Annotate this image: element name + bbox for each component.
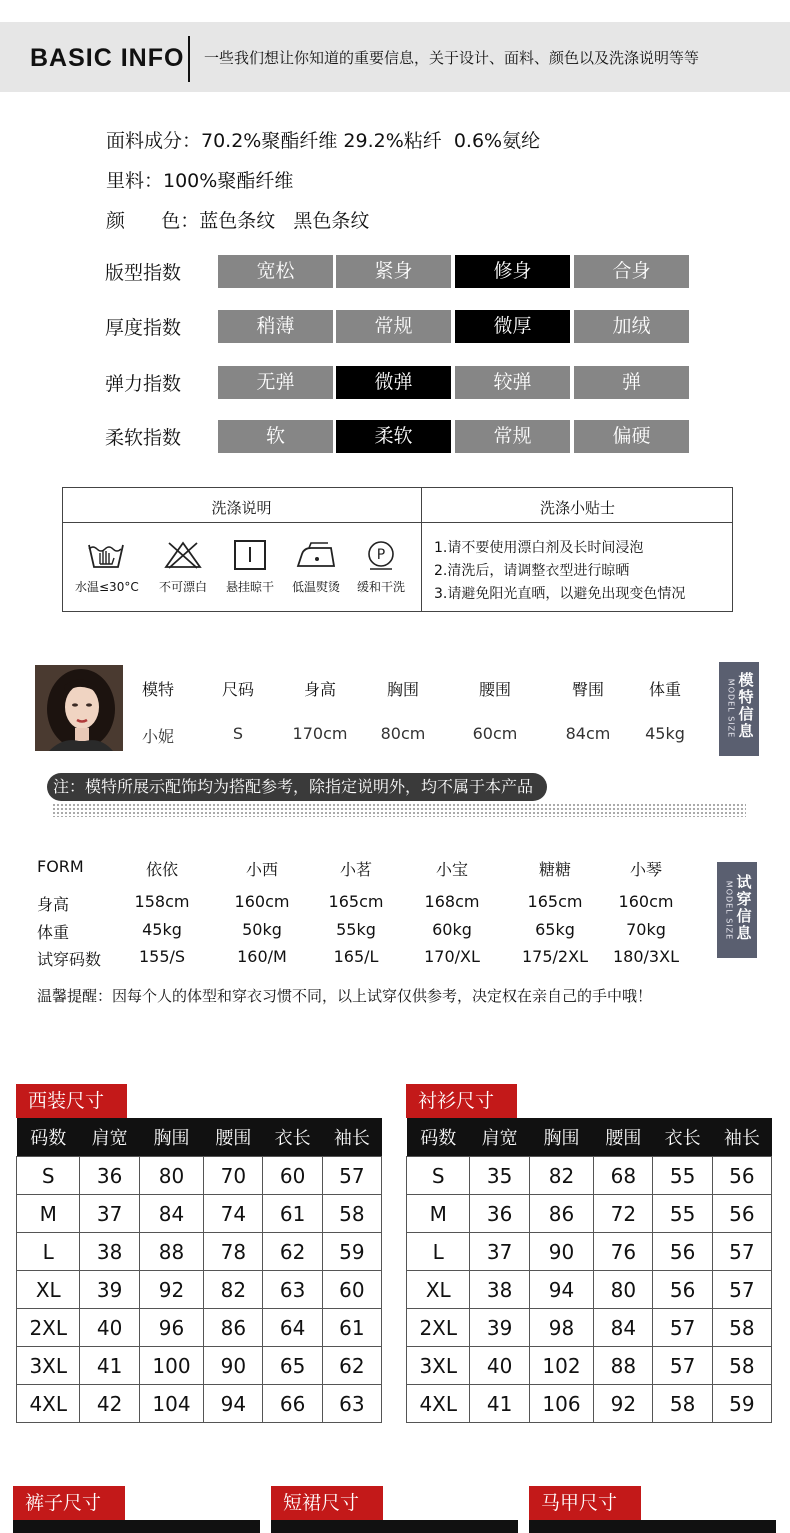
header-subtitle: 一些我们想让你知道的重要信息，关于设计、面料、颜色以及洗涤说明等等 [204,49,700,67]
tryon-value-cell: 45kg [142,920,182,939]
size-table-row [407,1157,772,1195]
size-table-cell: 102 [529,1347,593,1385]
model-header-cell: 模特 [141,680,174,699]
tryon-info-tag [717,862,757,958]
size-table-cell: 92 [594,1385,653,1423]
size-table-cell: 88 [139,1233,203,1271]
size-table-row [407,1309,772,1347]
size-table-header-cell: 腰围 [594,1118,653,1157]
size-table-header-cell: 袖长 [322,1118,381,1157]
model-value-cell: 84cm [565,724,611,743]
size-table-cell: 90 [204,1347,263,1385]
tryon-reminder: 温馨提醒：因每个人的体型和穿衣习惯不同，以上试穿仅供参考，决定权在亲自己的手中哦！ [37,987,653,1005]
model-value-cell: 小妮 [141,727,174,746]
index-option: 弹 [574,366,689,399]
index-label: 柔软指数 [105,427,182,449]
size-table-row [17,1233,382,1271]
svg-text:P: P [376,547,386,563]
tryon-header-cell: 小琴 [629,860,662,879]
model-photo [35,665,123,751]
tryon-value-cell: 165cm [527,892,583,911]
size-table-cell: 68 [594,1157,653,1195]
model-header-cell: 胸围 [386,680,419,699]
model-tag-en: MODEL SIZE [726,678,736,739]
fabric-composition: 面料成分：70.2%聚酯纤维 29.2%粘纤 0.6%氨纶 [106,130,541,152]
size-table-row [17,1157,382,1195]
tryon-value-cell: 50kg [242,920,282,939]
size-table-row [17,1385,382,1423]
pants-size-title: 裤子尺寸 [13,1486,125,1520]
size-table-cell: 58 [712,1347,771,1385]
no-bleach-icon [163,540,203,570]
index-option-selected: 修身 [455,255,570,288]
tryon-value-cell: 168cm [424,892,480,911]
size-table-cell: 40 [470,1347,529,1385]
index-option-selected: 柔软 [336,420,451,453]
size-table-cell: 90 [529,1233,593,1271]
size-table-cell: 38 [470,1271,529,1309]
index-label: 弹力指数 [105,373,182,395]
size-table-header-cell: 码数 [407,1118,470,1157]
size-table-cell: 37 [80,1195,139,1233]
size-table-cell: 88 [594,1347,653,1385]
size-table-cell: 98 [529,1309,593,1347]
model-header-cell: 腰围 [478,680,511,699]
size-table-cell: 57 [712,1233,771,1271]
care-item [75,540,137,595]
vest-size-title: 马甲尺寸 [529,1486,641,1520]
size-table-cell: 55 [653,1195,712,1233]
size-table-cell: 92 [139,1271,203,1309]
size-table-cell: L [407,1233,470,1271]
size-table-header-cell: 肩宽 [470,1118,529,1157]
size-table-cell: 39 [80,1271,139,1309]
size-table-cell: 62 [263,1233,322,1271]
care-label: 悬挂晾干 [225,580,274,594]
size-table-cell: 94 [529,1271,593,1309]
tryon-value-cell: 160cm [234,892,290,911]
suit-size-table [16,1118,382,1423]
wash-title: 洗涤说明 [211,499,272,517]
size-table-cell: 36 [470,1195,529,1233]
size-table-cell: 57 [653,1347,712,1385]
care-label: 低温熨烫 [291,580,340,594]
tryon-header-cell: 糖糖 [538,860,571,879]
size-table-cell: 72 [594,1195,653,1233]
size-table-cell: 3XL [17,1347,80,1385]
index-option: 常规 [455,420,570,453]
size-table-cell: 80 [139,1157,203,1195]
tryon-value-cell: 158cm [134,892,190,911]
size-table-cell: 64 [263,1309,322,1347]
size-table-cell: 58 [712,1309,771,1347]
size-table-cell: 41 [470,1385,529,1423]
size-table-cell: 86 [204,1309,263,1347]
size-table-cell: 82 [529,1157,593,1195]
size-table-row [407,1233,772,1271]
size-table-row [407,1385,772,1423]
index-option: 常规 [336,310,451,343]
size-table-cell: 56 [712,1157,771,1195]
model-value-cell: S [232,724,244,743]
tryon-row-label: 身高 [37,895,70,914]
size-table-cell: S [17,1157,80,1195]
index-option: 软 [218,420,333,453]
model-tag-cn: 模特信息 [738,671,754,740]
size-table-header-cell: 袖长 [712,1118,771,1157]
size-table-cell: 57 [712,1271,771,1309]
size-table-cell: 56 [653,1271,712,1309]
size-table-cell: 42 [80,1385,139,1423]
index-option: 合身 [574,255,689,288]
tryon-value-cell: 170/XL [424,947,480,966]
index-option: 偏硬 [574,420,689,453]
size-table-cell: 56 [712,1195,771,1233]
size-table-row [407,1347,772,1385]
size-table-cell: 78 [204,1233,263,1271]
dry-clean-icon [361,540,401,570]
skirt-size-title: 短裙尺寸 [271,1486,383,1520]
care-label: 不可漂白 [158,580,207,594]
size-table-cell: 36 [80,1157,139,1195]
size-table-cell: 74 [204,1195,263,1233]
wash-tips-title: 洗涤小贴士 [539,499,615,517]
size-table-cell: 80 [594,1271,653,1309]
header-title: BASIC INFO [30,44,185,72]
tryon-header-cell: 小西 [245,860,278,879]
size-table-header-cell: 胸围 [529,1118,593,1157]
tryon-value-cell: 175/2XL [522,947,588,966]
size-table-cell: 59 [712,1385,771,1423]
size-table-cell: 57 [322,1157,381,1195]
fabric-color: 颜 色：蓝色条纹 黑色条纹 [106,210,370,232]
size-table-header-row [17,1118,382,1157]
tryon-header-cell: 小宝 [435,860,468,879]
size-table-cell: 100 [139,1347,203,1385]
skirt-size-table-header [271,1520,518,1533]
tryon-header-cell: FORM [37,857,84,876]
model-value-cell: 60cm [472,724,518,743]
size-table-header-cell: 胸围 [139,1118,203,1157]
wash-divider-horizontal [62,522,733,523]
size-table-cell: XL [17,1271,80,1309]
index-option: 宽松 [218,255,333,288]
tryon-value-cell: 60kg [432,920,472,939]
suit-size-title: 西装尺寸 [16,1084,127,1118]
model-value-cell: 170cm [292,724,348,743]
size-table-cell: 82 [204,1271,263,1309]
wash-tip: 3.请避免阳光直晒，以避免出现变色情况 [434,586,686,602]
size-table-row [407,1195,772,1233]
tryon-row-label: 体重 [37,923,70,942]
hand-wash-icon [86,540,126,570]
header-divider [188,36,190,82]
care-label: 水温≤30°C [75,580,139,594]
model-value-cell: 80cm [380,724,426,743]
shirt-size-table [406,1118,772,1423]
size-table-cell: 39 [470,1309,529,1347]
size-table-cell: XL [407,1271,470,1309]
fabric-lining: 里料：100%聚酯纤维 [106,170,294,192]
size-table-cell: 84 [594,1309,653,1347]
size-table-cell: 38 [80,1233,139,1271]
size-table-cell: 59 [322,1233,381,1271]
index-option: 稍薄 [218,310,333,343]
care-item [285,540,347,595]
low-iron-icon [295,540,337,570]
tryon-value-cell: 180/3XL [613,947,679,966]
care-item [350,540,412,595]
size-table-cell: 37 [470,1233,529,1271]
care-item [219,540,281,595]
size-table-cell: 2XL [17,1309,80,1347]
size-table-cell: 2XL [407,1309,470,1347]
size-table-header-cell: 腰围 [204,1118,263,1157]
size-table-cell: 55 [653,1157,712,1195]
size-table-cell: 104 [139,1385,203,1423]
model-header-cell: 臀围 [571,680,604,699]
care-item [152,540,214,595]
size-table-cell: 61 [322,1309,381,1347]
size-table-cell: 41 [80,1347,139,1385]
tryon-value-cell: 55kg [336,920,376,939]
size-table-cell: 63 [322,1385,381,1423]
index-label: 版型指数 [105,262,182,284]
size-table-cell: 61 [263,1195,322,1233]
size-table-cell: 106 [529,1385,593,1423]
size-table-cell: 40 [80,1309,139,1347]
size-table-cell: M [407,1195,470,1233]
tryon-row-label: 试穿码数 [37,950,102,969]
size-table-cell: M [17,1195,80,1233]
tryon-value-cell: 65kg [535,920,575,939]
tryon-value-cell: 165/L [333,947,379,966]
tryon-tag-cn: 试穿信息 [736,873,752,942]
size-table-row [407,1271,772,1309]
size-table-cell: L [17,1233,80,1271]
wash-tip: 1.请不要使用漂白剂及长时间浸泡 [434,540,644,556]
vest-size-table-header [529,1520,776,1533]
tryon-header-cell: 小茗 [339,860,372,879]
dotted-divider [52,803,746,817]
size-table-cell: S [407,1157,470,1195]
size-table-cell: 56 [653,1233,712,1271]
size-table-cell: 70 [204,1157,263,1195]
tryon-value-cell: 165cm [328,892,384,911]
tryon-value-cell: 70kg [626,920,666,939]
size-table-header-row [407,1118,772,1157]
size-table-cell: 35 [470,1157,529,1195]
model-value-cell: 45kg [645,724,685,743]
size-table-cell: 3XL [407,1347,470,1385]
size-table-cell: 86 [529,1195,593,1233]
size-table-cell: 57 [653,1309,712,1347]
tryon-value-cell: 160/M [237,947,287,966]
model-note: 注：模特所展示配饰均为搭配参考，除指定说明外，均不属于本产品 [47,773,547,801]
model-header-cell: 体重 [648,680,681,699]
tryon-tag-en: MODEL SIZE [724,880,734,941]
index-option: 无弹 [218,366,333,399]
index-option-selected: 微厚 [455,310,570,343]
index-option: 紧身 [336,255,451,288]
model-header-cell: 尺码 [221,680,254,699]
hang-dry-icon [230,540,270,570]
index-option: 较弹 [455,366,570,399]
wash-tip: 2.清洗后，请调整衣型进行晾晒 [434,563,630,579]
size-table-cell: 60 [322,1271,381,1309]
size-table-cell: 4XL [17,1385,80,1423]
size-table-cell: 65 [263,1347,322,1385]
size-table-cell: 63 [263,1271,322,1309]
model-info-tag [719,662,759,756]
size-table-header-cell: 肩宽 [80,1118,139,1157]
size-table-row [17,1347,382,1385]
size-table-row [17,1195,382,1233]
tryon-header-cell: 依依 [145,860,178,879]
size-table-row [17,1271,382,1309]
index-option: 加绒 [574,310,689,343]
size-table-cell: 4XL [407,1385,470,1423]
care-label: 缓和干洗 [356,580,405,594]
index-label: 厚度指数 [105,317,182,339]
size-table-cell: 76 [594,1233,653,1271]
model-header-cell: 身高 [303,680,336,699]
tryon-value-cell: 160cm [618,892,674,911]
size-table-cell: 84 [139,1195,203,1233]
size-table-cell: 62 [322,1347,381,1385]
pants-size-table-header [13,1520,260,1533]
size-table-cell: 66 [263,1385,322,1423]
size-table-cell: 60 [263,1157,322,1195]
size-table-cell: 94 [204,1385,263,1423]
size-table-row [17,1309,382,1347]
size-table-header-cell: 衣长 [653,1118,712,1157]
tryon-value-cell: 155/S [138,947,186,966]
index-option-selected: 微弹 [336,366,451,399]
size-table-cell: 96 [139,1309,203,1347]
size-table-cell: 58 [322,1195,381,1233]
shirt-size-title: 衬衫尺寸 [406,1084,517,1118]
size-table-cell: 58 [653,1385,712,1423]
size-table-header-cell: 码数 [17,1118,80,1157]
size-table-header-cell: 衣长 [263,1118,322,1157]
